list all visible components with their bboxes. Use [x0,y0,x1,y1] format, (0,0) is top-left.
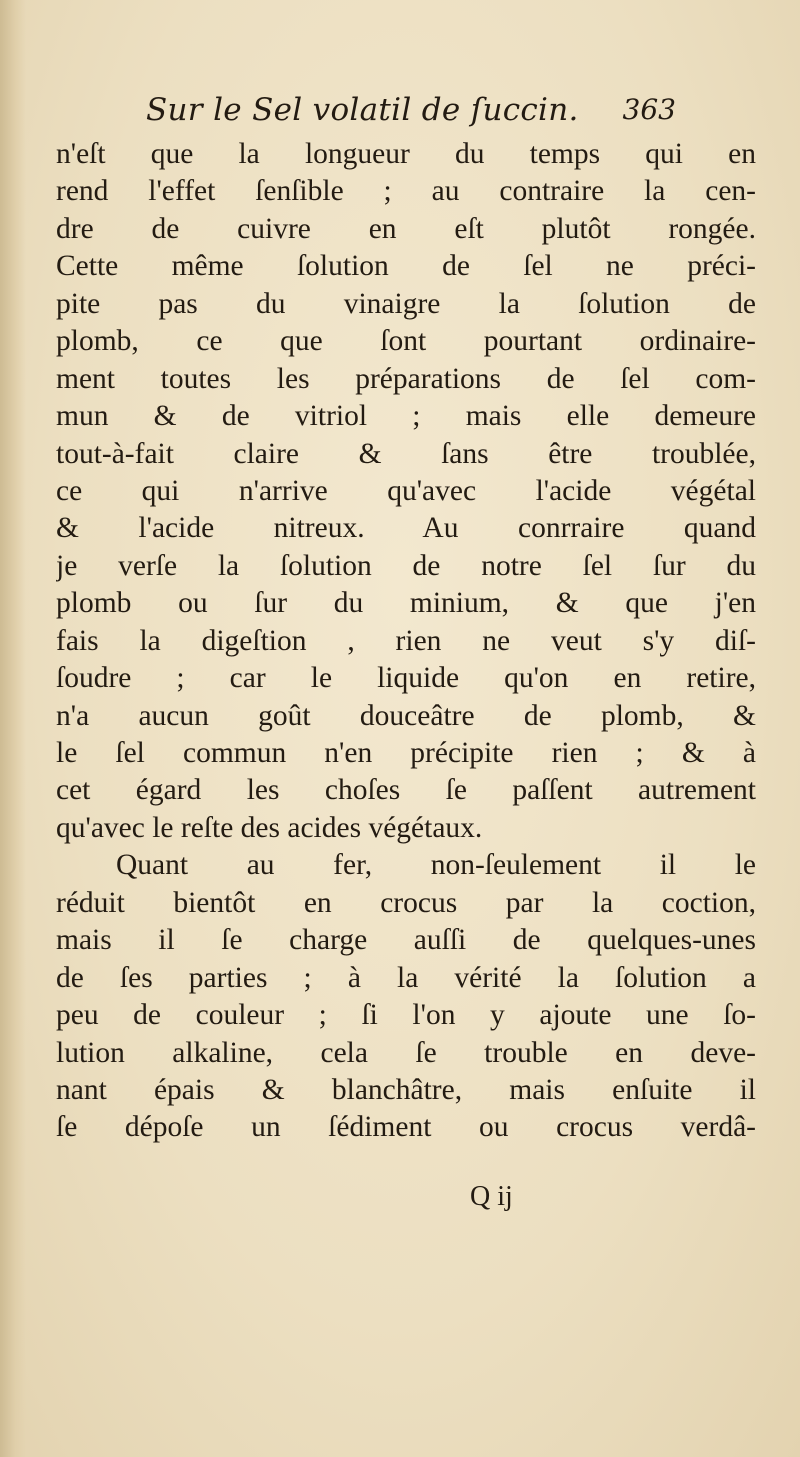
text-line: fais la digeſtion , rien ne veut s'y diſ- [56,624,756,657]
text-line: ſoudre ; car le liquide qu'on en retire, [56,662,756,695]
signature-mark: Q ij [470,1181,513,1212]
page-number: 363 [622,93,676,126]
text-line: tout-à-fait claire & ſans être troublée, [56,437,756,470]
text-line: qu'avec le reſte des acides végétaux. [56,811,483,844]
text-line: je verſe la ſolution de notre ſel ſur du [56,549,756,582]
body-text [56,136,756,1147]
text-line: Cette même ſolution de ſel ne préci- [56,250,756,283]
text-line: & l'acide nitreux. Au conrraire quand [56,512,756,545]
text-line: lution alkaline, cela ſe trouble en deve- [56,1036,756,1069]
text-line: cet égard les choſes ſe paſſent autrement [56,774,756,807]
text-line: ce qui n'arrive qu'avec l'acide végétal [56,474,756,507]
text-line: ſe dépoſe un ſédiment ou crocus verdâ- [56,1111,756,1144]
text-line: pite pas du vinaigre la ſolution de [56,287,756,320]
running-title: Sur le Sel volatil de ſuccin. [146,92,579,128]
text-line: le ſel commun n'en précipite rien ; & à [56,737,756,769]
text-line: mun & de vitriol ; mais elle demeure [56,400,756,433]
text-line: rend l'effet ſenſible ; au contraire la cen- [56,175,756,208]
text-line: peu de couleur ; ſi l'on y ajoute une ſo- [56,999,756,1032]
text-line: plomb ou ſur du minium, & que j'en [56,587,756,620]
text-line: n'eſt que la longueur du temps qui en [56,138,756,170]
text-line-paragraph-start: Quant au fer, non-ſeulement il le [116,849,756,882]
text-line: dre de cuivre en eſt plutôt rongée. [56,212,756,245]
text-line: n'a aucun goût douceâtre de plomb, & [56,699,756,732]
text-line: mais il ſe charge auſſi de quelques-unes [56,924,756,957]
text-line: plomb, ce que ſont pourtant ordinaire- [56,325,756,358]
page-gutter-shadow [0,0,26,1457]
text-line: nant épais & blanchâtre, mais enſuite il [56,1073,756,1106]
text-line: ment toutes les préparations de ſel com- [56,362,756,395]
text-line: de ſes parties ; à la vérité la ſolution a [56,961,756,994]
text-line: réduit bientôt en crocus par la coction, [56,886,756,919]
page-header [146,86,676,134]
